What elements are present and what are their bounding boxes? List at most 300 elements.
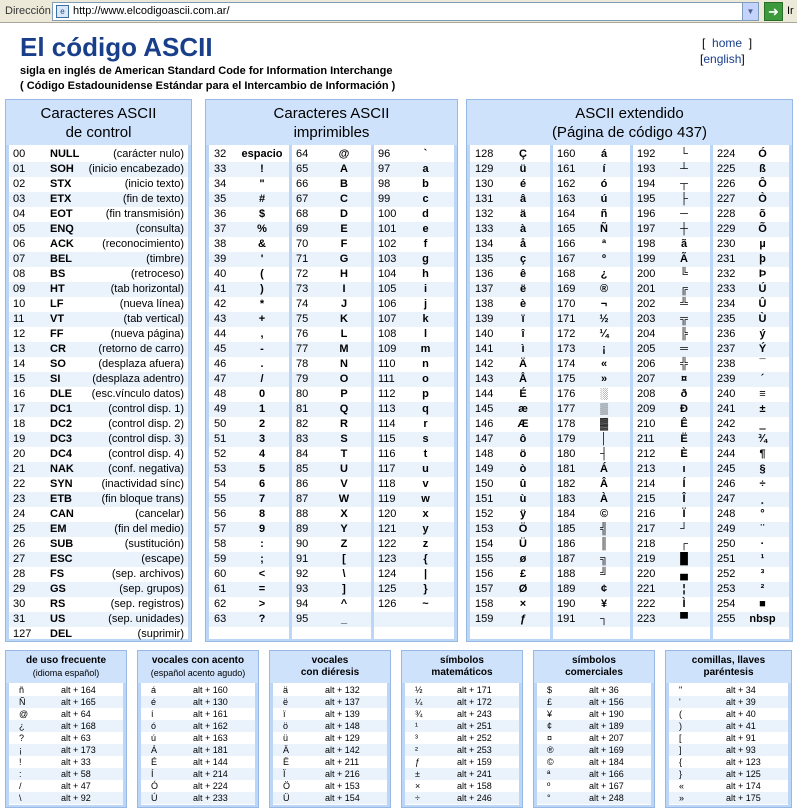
alt-code: alt + 241 <box>457 769 492 779</box>
char-symbol: S <box>340 433 348 445</box>
char-symbol: ° <box>760 508 765 520</box>
char-code: 75 <box>296 313 309 325</box>
char-code: 171 <box>557 313 576 325</box>
char-code: 178 <box>557 418 576 430</box>
table-row <box>141 684 255 696</box>
alt-code: alt + 190 <box>589 709 624 719</box>
char-desc: (fin de texto) <box>122 193 184 205</box>
char-symbol: Ú <box>151 793 158 803</box>
char-symbol: ç <box>519 253 527 265</box>
char-desc: (consulta) <box>135 223 184 235</box>
char-code: 239 <box>717 373 736 385</box>
char-symbol: y <box>422 523 429 535</box>
shortcut-table <box>669 683 788 805</box>
table-row <box>405 744 519 756</box>
char-code: 115 <box>378 433 396 445</box>
char-code: 47 <box>214 373 227 385</box>
table-row <box>9 612 188 627</box>
char-desc: (fin del medio) <box>114 523 184 535</box>
char-symbol: ┤ <box>600 448 608 460</box>
char-code: 12 <box>13 328 26 340</box>
char-symbol: ¥ <box>547 709 553 719</box>
char-code: 172 <box>557 328 576 340</box>
table-row <box>209 372 454 387</box>
table-row <box>405 756 519 768</box>
char-abbr: RS <box>50 598 66 610</box>
table-row <box>537 720 651 732</box>
char-code: 189 <box>557 583 576 595</box>
char-symbol: Ä <box>283 745 290 755</box>
char-code: 119 <box>378 493 396 505</box>
char-code: 184 <box>557 508 576 520</box>
char-code: 107 <box>378 313 397 325</box>
char-code: 120 <box>378 508 397 520</box>
char-desc: (control disp. 1) <box>108 403 184 415</box>
printable-chars-table <box>209 145 454 639</box>
home-link[interactable]: home <box>712 36 743 50</box>
char-symbol: ® <box>599 283 609 295</box>
char-code: 147 <box>475 433 494 445</box>
char-code: 196 <box>637 208 656 220</box>
char-code: 116 <box>378 448 396 460</box>
char-code: 97 <box>378 163 391 175</box>
char-code: 161 <box>557 163 576 175</box>
char-symbol: & <box>258 238 266 250</box>
char-symbol: ╩ <box>680 298 688 310</box>
char-abbr: SUB <box>50 538 74 550</box>
alt-code: alt + 64 <box>61 709 91 719</box>
char-symbol: ¹ <box>415 721 418 731</box>
alt-code: alt + 144 <box>193 757 228 767</box>
extended-chars-panel <box>466 99 793 642</box>
char-symbol: ¡ <box>19 745 22 755</box>
char-symbol: | <box>423 568 428 580</box>
table-row <box>9 582 188 597</box>
go-arrow-icon[interactable]: ➜ <box>764 2 783 21</box>
char-abbr: SI <box>50 373 61 385</box>
char-code: 132 <box>475 208 494 220</box>
char-symbol: ¤ <box>547 733 553 743</box>
char-symbol: » <box>600 373 608 385</box>
table-row <box>669 708 788 720</box>
table-row <box>209 297 454 312</box>
page-subtitle-translation: ( Código Estadounidense Estándar para el Intercambio de Información ) <box>20 80 396 92</box>
char-symbol: > <box>258 598 266 610</box>
char-code: 210 <box>637 418 656 430</box>
char-symbol: [ <box>342 553 346 565</box>
table-row <box>9 744 123 756</box>
alt-code: alt + 166 <box>589 769 624 779</box>
char-symbol: â <box>519 193 527 205</box>
char-symbol: ; <box>260 553 264 565</box>
shortcut-panel-title: comillas, llaves <box>691 655 766 666</box>
table-row <box>141 780 255 792</box>
shortcut-panel-subtitle: comerciales <box>565 667 623 678</box>
table-row <box>9 357 188 372</box>
alt-code: alt + 139 <box>325 709 360 719</box>
char-symbol: n <box>422 358 429 370</box>
char-symbol: Å <box>519 373 527 385</box>
table-row <box>537 768 651 780</box>
char-desc: (suprimir) <box>137 628 184 640</box>
char-code: 242 <box>717 418 736 430</box>
char-symbol: ø <box>519 553 527 565</box>
shortcut-panel <box>5 650 127 808</box>
char-code: 08 <box>13 268 26 280</box>
char-desc: (sep. grupos) <box>119 583 184 595</box>
char-symbol: " <box>679 685 683 695</box>
char-symbol: À <box>600 493 608 505</box>
char-symbol: w <box>421 493 430 505</box>
char-code: 109 <box>378 343 397 355</box>
char-symbol: í <box>151 709 154 719</box>
table-row <box>209 177 454 192</box>
char-symbol: 4 <box>258 448 266 460</box>
table-row <box>209 447 454 462</box>
char-code: 228 <box>717 208 736 220</box>
char-symbol: L <box>340 328 348 340</box>
char-symbol: N <box>340 358 348 370</box>
char-symbol: ┼ <box>680 223 688 235</box>
char-symbol: ë <box>283 697 289 707</box>
char-code: 111 <box>378 373 395 385</box>
char-symbol: ' <box>679 697 681 707</box>
english-link[interactable]: english <box>703 52 742 66</box>
table-row <box>669 780 788 792</box>
alt-code: alt + 165 <box>61 697 96 707</box>
char-abbr: EM <box>50 523 67 535</box>
char-symbol: ± <box>415 769 420 779</box>
char-code: 253 <box>717 583 736 595</box>
char-symbol: ┐ <box>600 613 608 625</box>
table-row <box>209 582 454 597</box>
char-symbol: ¡ <box>602 343 606 355</box>
char-code: 84 <box>296 448 309 460</box>
chevron-down-icon[interactable]: ▼ <box>742 3 758 20</box>
char-symbol: © <box>547 757 554 767</box>
char-code: 122 <box>378 538 397 550</box>
table-row <box>9 327 188 342</box>
table-row <box>141 768 255 780</box>
table-row <box>141 720 255 732</box>
char-code: 220 <box>637 568 656 580</box>
alt-code: alt + 58 <box>61 769 91 779</box>
char-symbol: H <box>340 268 348 280</box>
char-code: 65 <box>296 163 309 175</box>
char-symbol: █ <box>680 553 688 565</box>
char-symbol: ÷ <box>759 478 766 490</box>
shortcut-panel <box>665 650 792 808</box>
table-row <box>9 312 188 327</box>
char-code: 69 <box>296 223 309 235</box>
char-desc: (conf. negativa) <box>108 463 184 475</box>
table-row <box>9 237 188 252</box>
char-code: 158 <box>475 598 494 610</box>
char-symbol: Æ <box>517 418 529 430</box>
char-code: 67 <box>296 193 309 205</box>
char-symbol: ▓ <box>599 418 609 430</box>
alt-code: alt + 224 <box>193 781 228 791</box>
column-divider <box>630 145 633 639</box>
char-code: 66 <box>296 178 309 190</box>
char-symbol: ö <box>519 448 527 460</box>
table-row <box>9 492 188 507</box>
shortcut-panel-header <box>138 651 258 683</box>
char-symbol: ° <box>547 793 551 803</box>
char-symbol: ¸ <box>760 493 765 505</box>
char-symbol: + <box>258 313 266 325</box>
char-symbol: $ <box>547 685 553 695</box>
char-code: 143 <box>475 373 494 385</box>
char-symbol: ) <box>679 721 682 731</box>
char-code: 128 <box>475 148 494 160</box>
char-symbol: ª <box>547 769 551 779</box>
shortcut-panel-title: símbolos <box>572 655 616 666</box>
char-symbol: ] <box>679 745 682 755</box>
char-abbr: NAK <box>50 463 74 475</box>
table-row <box>669 696 788 708</box>
char-symbol: ( <box>679 709 682 719</box>
table-row <box>9 282 188 297</box>
alt-code: alt + 132 <box>325 685 360 695</box>
char-code: 125 <box>378 583 397 595</box>
char-code: 222 <box>637 598 656 610</box>
char-code: 20 <box>13 448 26 460</box>
char-code: 165 <box>557 223 576 235</box>
char-code: 203 <box>637 313 656 325</box>
table-row <box>9 147 188 162</box>
alt-code: alt + 164 <box>61 685 96 695</box>
alt-code: alt + 33 <box>61 757 91 767</box>
char-code: 72 <box>296 268 309 280</box>
table-row <box>669 720 788 732</box>
char-abbr: CAN <box>50 508 74 520</box>
table-row <box>209 207 454 222</box>
char-code: 112 <box>378 388 396 400</box>
char-code: 149 <box>475 463 494 475</box>
char-symbol: Ä <box>519 358 527 370</box>
char-abbr: US <box>50 613 66 625</box>
table-row <box>405 780 519 792</box>
char-code: 46 <box>214 358 227 370</box>
alt-code: alt + 162 <box>193 721 228 731</box>
char-code: 159 <box>475 613 494 625</box>
char-symbol: # <box>258 193 266 205</box>
table-row <box>9 696 123 708</box>
char-symbol: þ <box>759 253 766 265</box>
char-desc: (nueva página) <box>110 328 184 340</box>
char-code: 131 <box>475 193 494 205</box>
char-symbol: Ø <box>518 583 528 595</box>
char-code: 127 <box>13 628 32 640</box>
char-symbol: ¶ <box>759 448 766 460</box>
char-code: 44 <box>214 328 227 340</box>
table-row <box>669 732 788 744</box>
char-symbol: è <box>519 298 527 310</box>
char-symbol: ¼ <box>599 328 609 340</box>
alt-code: alt + 216 <box>325 769 360 779</box>
char-symbol: D <box>340 208 348 220</box>
char-symbol: ¢ <box>547 721 553 731</box>
char-symbol: A <box>340 163 348 175</box>
char-code: 250 <box>717 538 736 550</box>
char-desc: (tab horizontal) <box>110 283 184 295</box>
table-row <box>209 162 454 177</box>
char-code: 155 <box>475 553 494 565</box>
table-row <box>209 417 454 432</box>
char-code: 237 <box>717 343 736 355</box>
char-symbol: { <box>679 757 683 767</box>
char-symbol: ! <box>260 163 264 175</box>
char-code: 108 <box>378 328 397 340</box>
char-symbol: @ <box>19 709 29 719</box>
char-symbol: ╦ <box>680 313 688 325</box>
char-code: 80 <box>296 388 309 400</box>
char-code: 139 <box>475 313 494 325</box>
table-row <box>209 147 454 162</box>
char-symbol: k <box>422 313 429 325</box>
char-code: 76 <box>296 328 309 340</box>
char-code: 226 <box>717 178 736 190</box>
char-symbol: \ <box>342 568 346 580</box>
char-code: 17 <box>13 403 26 415</box>
char-symbol: B <box>340 178 348 190</box>
char-symbol: ┴ <box>680 163 688 175</box>
table-row <box>669 792 788 804</box>
char-desc: (timbre) <box>146 253 184 265</box>
table-row <box>273 708 387 720</box>
table-row <box>405 768 519 780</box>
char-code: 11 <box>13 313 25 325</box>
char-symbol: { <box>423 553 428 565</box>
char-symbol: Ú <box>758 283 767 295</box>
table-row <box>9 780 123 792</box>
char-code: 191 <box>557 613 576 625</box>
extended-chars-header: ASCII extendido (Página de código 437) <box>467 100 792 145</box>
char-symbol: º <box>601 253 607 265</box>
char-code: 186 <box>557 538 576 550</box>
char-code: 88 <box>296 508 309 520</box>
char-symbol: ╬ <box>680 358 688 370</box>
char-symbol: . <box>260 358 264 370</box>
char-symbol: ? <box>19 733 25 743</box>
table-row <box>141 756 255 768</box>
table-row <box>9 567 188 582</box>
char-code: 34 <box>214 178 227 190</box>
char-code: 181 <box>557 463 576 475</box>
char-symbol: Ó <box>151 781 159 791</box>
go-button[interactable]: Ir <box>787 5 794 17</box>
table-row <box>9 207 188 222</box>
alt-code: alt + 251 <box>457 721 492 731</box>
char-code: 206 <box>637 358 656 370</box>
char-symbol: ╣ <box>600 523 608 535</box>
char-code: 13 <box>13 343 26 355</box>
char-code: 71 <box>296 253 309 265</box>
char-code: 190 <box>557 598 576 610</box>
char-code: 126 <box>378 598 397 610</box>
char-symbol: É <box>151 757 158 767</box>
char-code: 146 <box>475 418 494 430</box>
char-code: 103 <box>378 253 397 265</box>
alt-code: alt + 92 <box>61 793 91 803</box>
char-code: 137 <box>475 283 494 295</box>
alt-code: alt + 125 <box>726 769 761 779</box>
char-code: 176 <box>557 388 576 400</box>
table-row <box>9 447 188 462</box>
char-code: 10 <box>13 298 26 310</box>
column-divider <box>710 145 713 639</box>
char-code: 79 <box>296 373 309 385</box>
char-code: 166 <box>557 238 576 250</box>
char-code: 86 <box>296 478 309 490</box>
table-row <box>537 708 651 720</box>
char-symbol: à <box>519 223 527 235</box>
char-symbol: ┬ <box>680 178 688 190</box>
char-symbol: G <box>339 253 349 265</box>
alt-code: alt + 168 <box>61 721 96 731</box>
char-code: 52 <box>214 448 227 460</box>
char-symbol: ' <box>260 253 264 265</box>
table-row <box>405 684 519 696</box>
char-symbol: _ <box>340 613 348 625</box>
char-code: 22 <box>13 478 26 490</box>
shortcut-panel-header <box>534 651 654 683</box>
char-symbol: s <box>422 433 429 445</box>
char-code: 102 <box>378 238 397 250</box>
char-code: 41 <box>214 283 227 295</box>
char-symbol: § <box>759 463 766 475</box>
char-symbol: , <box>260 328 264 340</box>
char-symbol: ¹ <box>760 553 765 565</box>
char-symbol: M <box>339 343 349 355</box>
char-symbol: ├ <box>680 193 688 205</box>
char-code: 225 <box>717 163 736 175</box>
char-code: 93 <box>296 583 309 595</box>
url-input[interactable] <box>52 2 759 21</box>
table-row <box>537 792 651 804</box>
char-desc: (control disp. 4) <box>108 448 184 460</box>
table-row <box>669 744 788 756</box>
table-row <box>405 720 519 732</box>
char-symbol: ï <box>521 313 525 325</box>
char-symbol: ß <box>759 163 766 175</box>
shortcut-panel-subtitle: con diéresis <box>300 667 360 678</box>
char-abbr: SOH <box>50 163 74 175</box>
char-symbol: / <box>260 373 264 385</box>
char-code: 106 <box>378 298 397 310</box>
table-row <box>9 297 188 312</box>
alt-code: alt + 148 <box>325 721 360 731</box>
table-row <box>9 507 188 522</box>
table-row <box>273 780 387 792</box>
char-symbol: b <box>422 178 429 190</box>
char-symbol: 8 <box>258 508 266 520</box>
char-symbol: g <box>422 253 429 265</box>
char-symbol: £ <box>519 568 527 580</box>
char-symbol: : <box>260 538 264 550</box>
shortcut-panel-header <box>402 651 522 683</box>
table-row <box>209 387 454 402</box>
char-symbol: 5 <box>258 463 266 475</box>
char-symbol: í <box>602 163 606 175</box>
table-row <box>9 402 188 417</box>
char-symbol: å <box>519 238 527 250</box>
char-symbol: \ <box>19 793 22 803</box>
shortcut-panel-title: vocales <box>311 655 349 666</box>
char-symbol: ▄ <box>680 568 688 580</box>
char-symbol: ¿ <box>19 721 25 731</box>
